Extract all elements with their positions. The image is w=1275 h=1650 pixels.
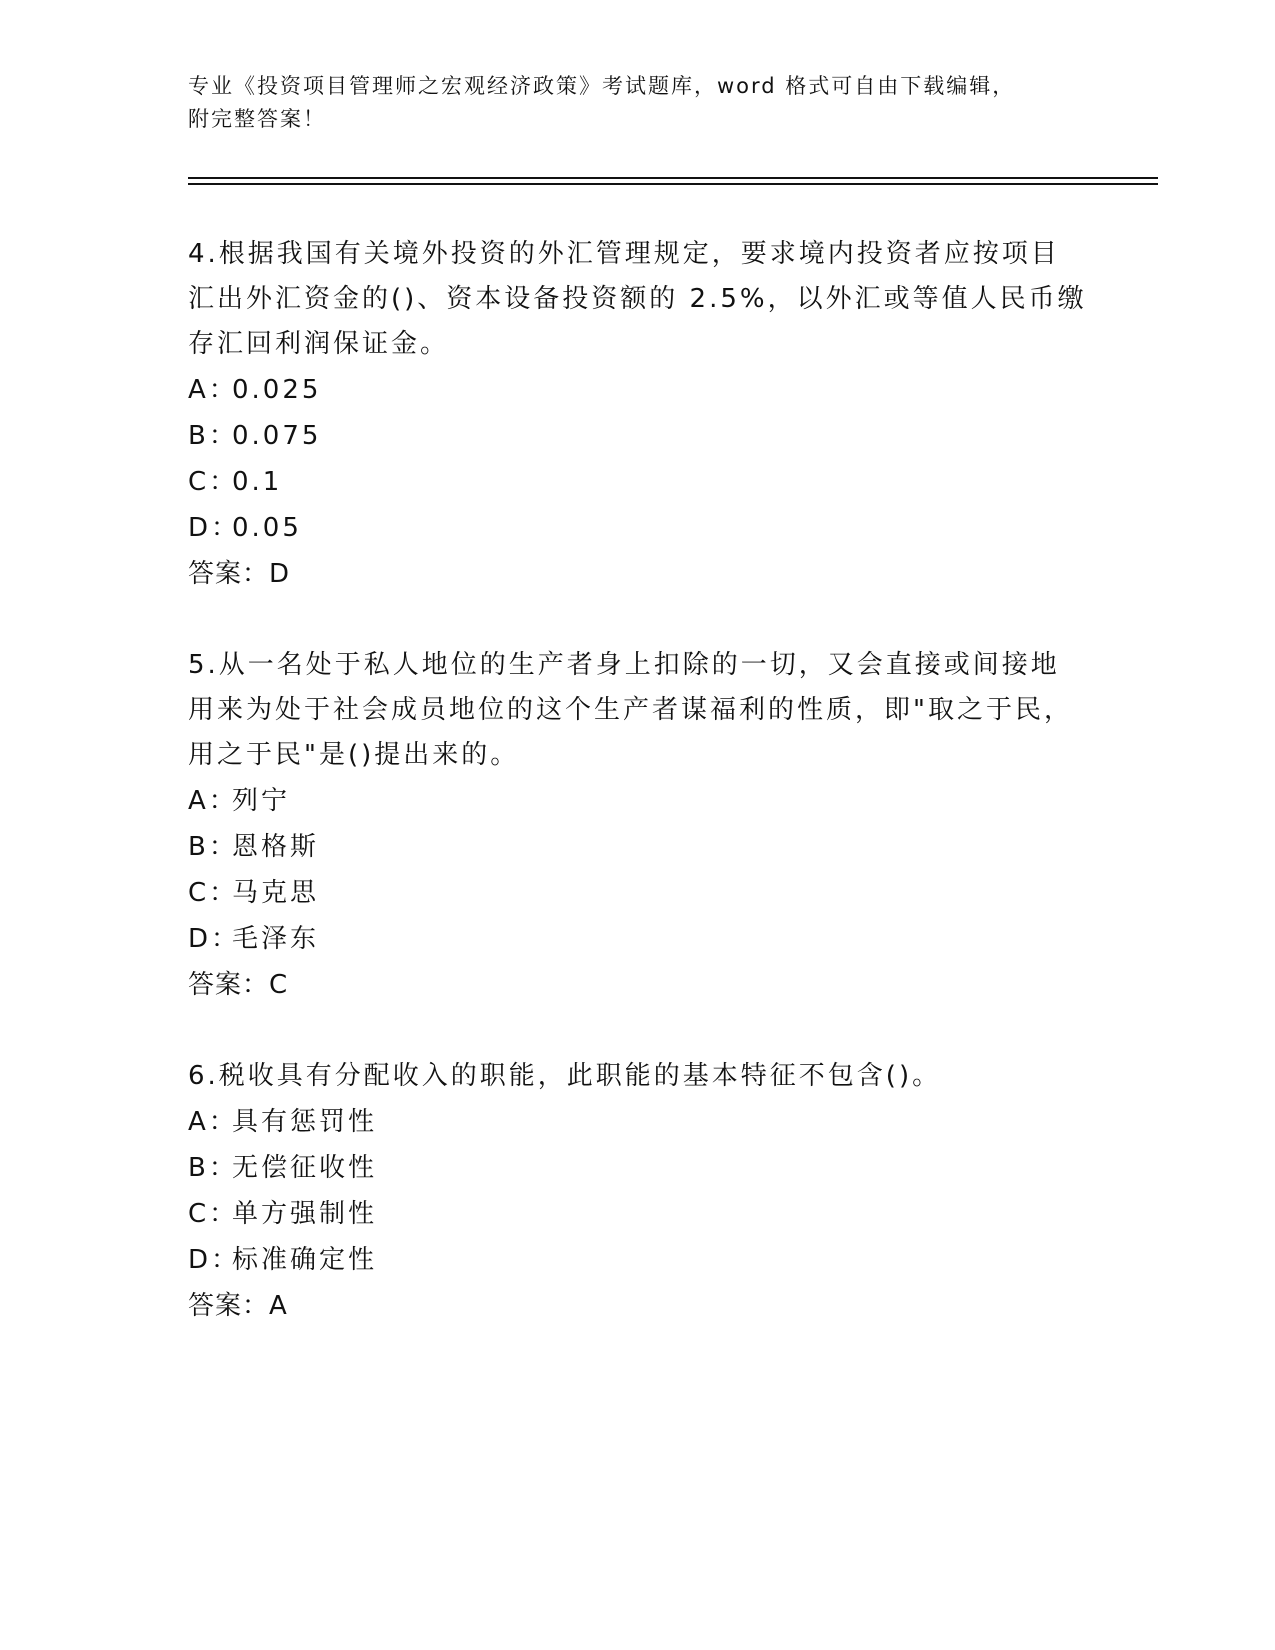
option-text: 0.075: [232, 421, 322, 451]
option-key: D：: [188, 924, 241, 954]
question-5: [188, 643, 1088, 1008]
option-key: B：: [188, 1153, 238, 1183]
option-key: D：: [188, 513, 241, 543]
option-text: 具有惩罚性: [232, 1107, 378, 1137]
option-d: [188, 1237, 1088, 1283]
option-text: 列宁: [232, 786, 291, 816]
question-stem: 6.税收具有分配收入的职能，此职能的基本特征不包含()。: [188, 1061, 942, 1091]
option-text: 单方强制性: [232, 1199, 378, 1229]
option-key: C：: [188, 467, 239, 497]
option-key: D：: [188, 1245, 241, 1275]
question-6: [188, 1054, 1088, 1329]
option-key: A：: [188, 1107, 238, 1137]
header-divider-bottom: [188, 183, 1158, 185]
option-text: 马克思: [232, 878, 320, 908]
question-4: [188, 232, 1088, 597]
option-key: A：: [188, 786, 238, 816]
option-text: 0.05: [232, 513, 302, 543]
option-text: 无偿征收性: [232, 1153, 378, 1183]
answer-line: 答案：C: [188, 970, 289, 1000]
option-b: [188, 413, 1088, 459]
option-key: C：: [188, 878, 239, 908]
option-key: B：: [188, 421, 238, 451]
document-header: [188, 70, 1068, 136]
option-d: [188, 505, 1088, 551]
option-c: [188, 1191, 1088, 1237]
option-d: [188, 916, 1088, 962]
header-divider-top: [188, 177, 1158, 179]
option-a: [188, 778, 1088, 824]
option-b: [188, 824, 1088, 870]
option-key: A：: [188, 375, 238, 405]
option-c: [188, 459, 1088, 505]
option-text: 标准确定性: [232, 1245, 378, 1275]
answer-line: 答案：D: [188, 559, 291, 589]
header-line-2: 附完整答案！: [188, 107, 326, 131]
option-text: 恩格斯: [232, 832, 320, 862]
option-text: 0.025: [232, 375, 322, 405]
question-stem: 5.从一名处于私人地位的生产者身上扣除的一切，又会直接或间接地用来为处于社会成员地位的这个生产者谋福利的性质，即"取之于民，用之于民"是()提出来的。: [188, 650, 1073, 770]
option-a: [188, 367, 1088, 413]
answer-line: 答案：A: [188, 1291, 288, 1321]
question-stem: 4.根据我国有关境外投资的外汇管理规定，要求境内投资者应按项目汇出外汇资金的()、资本设备投资额的 2.5%，以外汇或等值人民币缴存汇回利润保证金。: [188, 239, 1087, 359]
option-key: B：: [188, 832, 238, 862]
option-c: [188, 870, 1088, 916]
header-line-1: 专业《投资项目管理师之宏观经济政策》考试题库，word 格式可自由下载编辑，: [188, 74, 1016, 98]
option-b: [188, 1145, 1088, 1191]
option-text: 毛泽东: [232, 924, 320, 954]
option-a: [188, 1099, 1088, 1145]
option-text: 0.1: [232, 467, 283, 497]
option-key: C：: [188, 1199, 239, 1229]
